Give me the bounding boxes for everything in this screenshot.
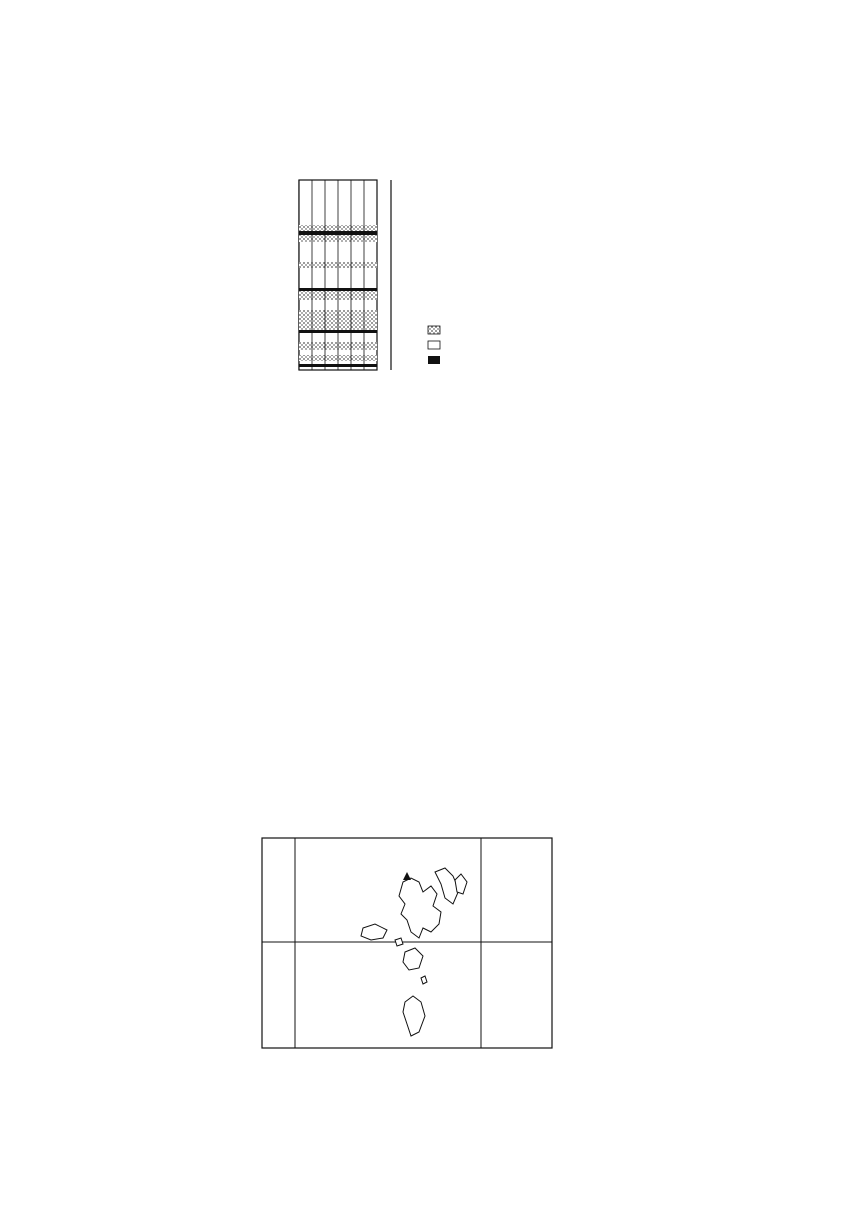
- legend: [428, 326, 440, 364]
- figure-4-faroe-map: [255, 820, 595, 1052]
- core-column: [299, 180, 377, 370]
- island-small: [395, 938, 403, 946]
- figure-3-pollen-chart: [255, 150, 615, 400]
